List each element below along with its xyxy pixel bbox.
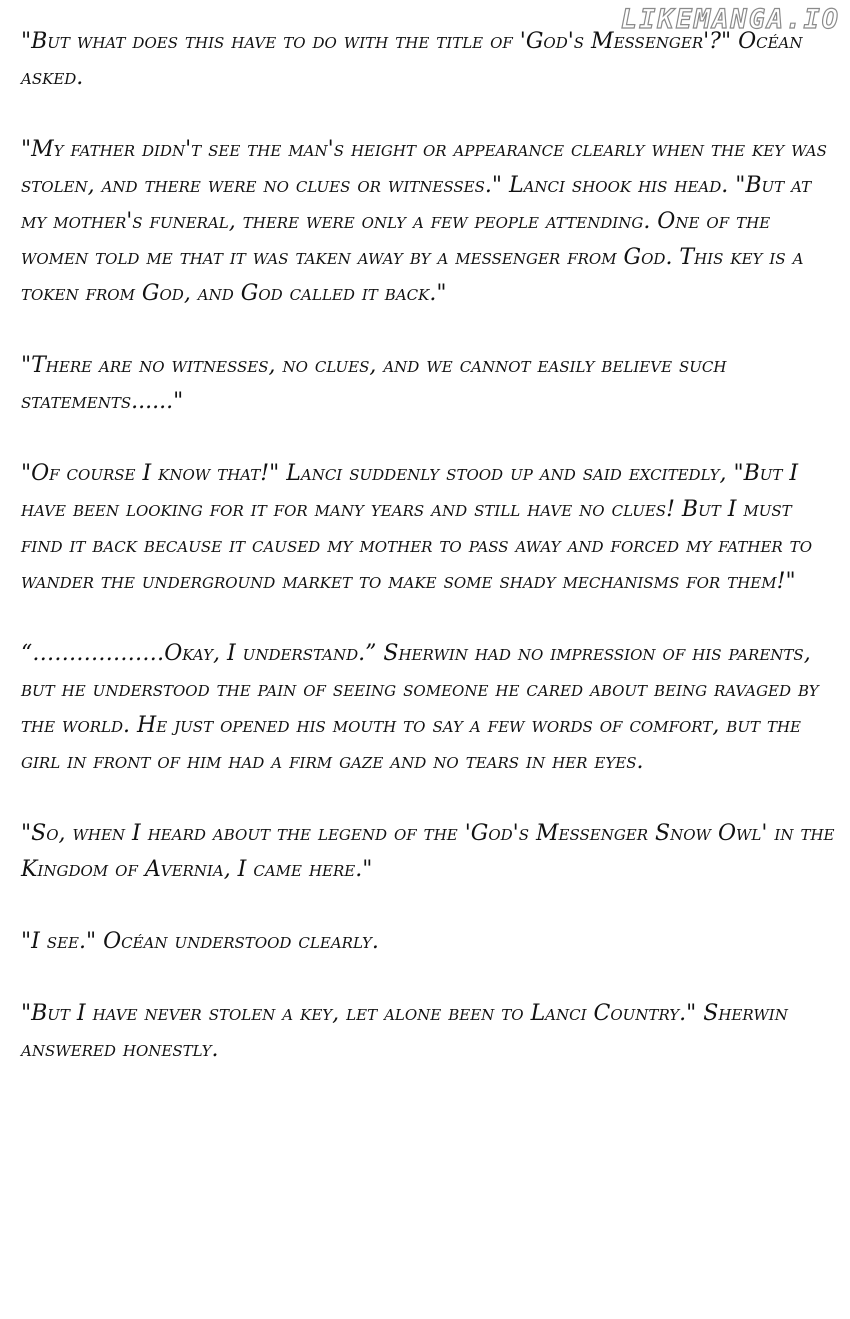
paragraph: "I see." Océan understood clearly. xyxy=(21,929,379,954)
story-text xyxy=(21,24,836,1104)
paragraph: "So, when I heard about the legend of the 'God's Messenger Snow Owl' in the Kingdom of Avernia, I came here." xyxy=(21,821,835,882)
paragraph: “………………Okay, I understand.” Sherwin had no impression of his parents, but he understood the pain of seeing someone he cared about being ravaged by the world. He just opened his mouth to say a few words of comfort, but the girl in front of him had a firm gaze and no tears in her eyes. xyxy=(21,641,819,774)
paragraph: "But what does this have to do with the title of 'God's Messenger'?" Océan asked. xyxy=(21,29,803,90)
watermark-logo: LIKEMANGA.IO xyxy=(620,4,840,35)
paragraph: "There are no witnesses, no clues, and we cannot easily believe such statements......" xyxy=(21,353,727,414)
paragraph: "Of course I know that!" Lanci suddenly stood up and said excitedly, "But I have been looking for it for many years and still have no clues! But I must find it back because it caused my mother to pass away and forced my father to wander the underground market to make some shady mechanisms for them!" xyxy=(21,461,812,594)
paragraph: "But I have never stolen a key, let alone been to Lanci Country." Sherwin answered honestly. xyxy=(21,1001,788,1062)
paragraph: "My father didn't see the man's height or appearance clearly when the key was stolen, and there were no clues or witnesses." Lanci shook his head. "But at my mother's funeral, there were only a few people attending. One of the women told me that it was taken away by a messenger from God. This key is a token from God, and God called it back." xyxy=(21,137,827,306)
